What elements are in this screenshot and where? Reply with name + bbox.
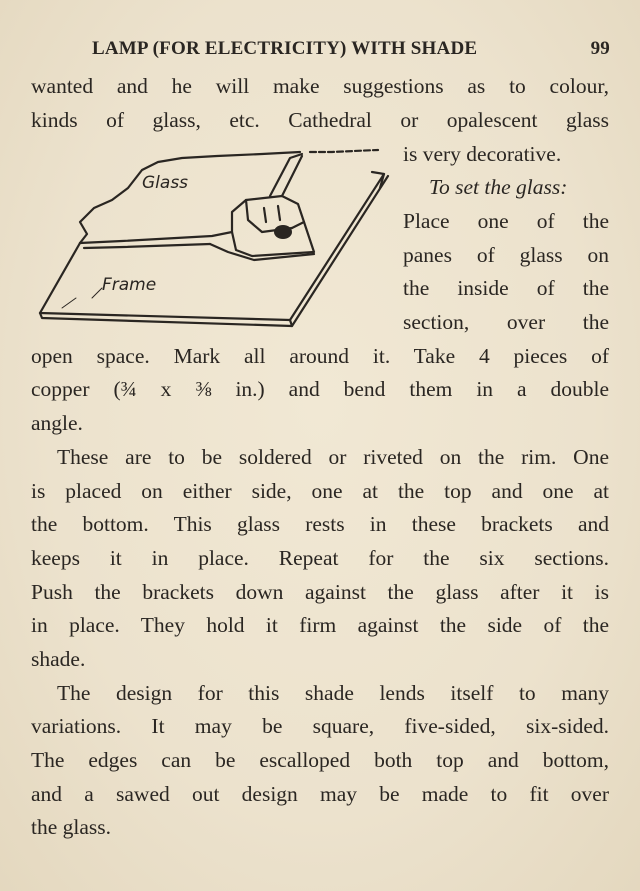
- body-line-8: section, over the: [403, 310, 609, 334]
- body-line-3: is very decorative.: [403, 142, 562, 166]
- body-line-16: Push the brackets down against the glass after it is: [31, 580, 609, 604]
- body-line-20: variations. It may be square, five-sided, six-sided.: [31, 714, 609, 738]
- body-line-14: the bottom. This glass rests in these brackets and: [31, 512, 609, 536]
- figure-label-frame: Frame: [102, 275, 157, 295]
- body-line-9: open space. Mark all around it. Take 4 pieces of: [31, 344, 609, 368]
- running-head-title: LAMP (FOR ELECTRICITY) WITH SHADE: [92, 38, 478, 59]
- running-head: [92, 38, 610, 62]
- body-line-11: angle.: [31, 411, 83, 435]
- body-line-13: is placed on either side, one at the top and one at: [31, 479, 609, 503]
- body-line-7: the inside of the: [403, 276, 609, 300]
- glass-frame-illustration: [32, 148, 394, 328]
- body-line-2: kinds of glass, etc. Cathedral or opalescent glass: [31, 108, 609, 132]
- body-line-18: shade.: [31, 647, 86, 671]
- body-line-6: panes of glass on: [403, 243, 609, 267]
- body-line-21: The edges can be escalloped both top and bottom,: [31, 748, 609, 772]
- body-line-1: wanted and he will make suggestions as to colour,: [31, 74, 609, 98]
- body-line-5: Place one of the: [403, 209, 609, 233]
- figure-label-glass: Glass: [142, 173, 189, 193]
- body-line-22: and a sawed out design may be made to fit over: [31, 782, 609, 806]
- body-line-19: The design for this shade lends itself to many: [57, 681, 609, 705]
- body-line-23: the glass.: [31, 815, 112, 839]
- page-number: 99: [590, 38, 610, 59]
- section-heading-set-glass: To set the glass:: [429, 175, 568, 199]
- body-line-17: in place. They hold it firm against the side of the: [31, 613, 609, 637]
- body-line-12: These are to be soldered or riveted on the rim. One: [57, 445, 609, 469]
- body-line-10: copper (¾ x ⅜ in.) and bend them in a double: [31, 377, 609, 401]
- body-line-15: keeps it in place. Repeat for the six sections.: [31, 546, 609, 570]
